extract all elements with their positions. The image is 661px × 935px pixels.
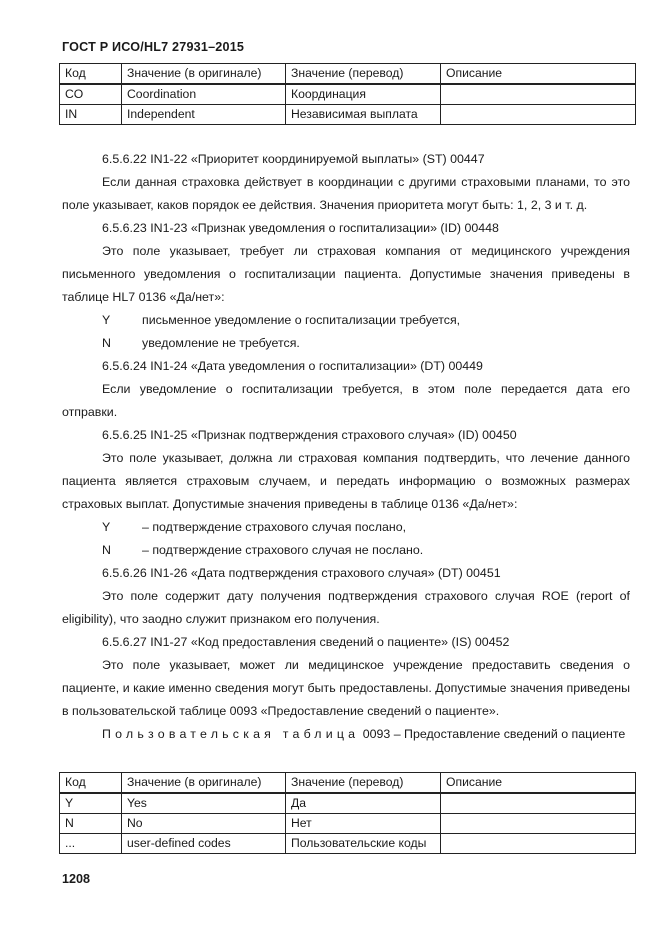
list-item (62, 516, 630, 539)
section-paragraph-s22: Если данная страховка действует в координации с другими страховыми планами, то это поле указывает, каков порядок ее действия. Значения приоритета могут быть: 1, 2, 3 и т. д. (62, 175, 630, 212)
list-item-text: письменное уведомление о госпитализации требуется, (142, 313, 461, 327)
table-cell: N (60, 814, 122, 834)
list-item (62, 309, 630, 332)
section-heading-s27: 6.5.6.27 IN1-27 «Код предоставления сведений о пациенте» (IS) 00452 (102, 635, 510, 649)
table-cell: Coordination (122, 84, 286, 105)
document-body (62, 148, 630, 746)
section-heading-s22: 6.5.6.22 IN1-22 «Приоритет координируемой выплаты» (ST) 00447 (102, 152, 485, 166)
table-cell: Y (60, 793, 122, 814)
list-item (62, 539, 630, 562)
page-number: 1208 (62, 872, 91, 886)
column-header-description: Описание (441, 773, 636, 794)
list-item-key: Y (102, 520, 111, 534)
section-paragraph-s24: Если уведомление о госпитализации требуется, в этом поле передается дата его отправки. (62, 382, 630, 419)
table-cell (441, 834, 636, 854)
table-cell (441, 793, 636, 814)
table-cell: ... (60, 834, 122, 854)
table-caption-label: Пользовательская таблица (102, 727, 360, 741)
column-header-original: Значение (в оригинале) (122, 773, 286, 794)
table-row (60, 793, 636, 814)
section-heading-s26: 6.5.6.26 IN1-26 «Дата подтверждения страхового случая» (DT) 00451 (102, 566, 501, 580)
table-row (60, 84, 636, 105)
table-field-values-2 (59, 772, 636, 854)
column-header-code: Код (60, 773, 122, 794)
column-header-translation: Значение (перевод) (286, 64, 441, 85)
list-item-key: N (102, 336, 111, 350)
table-cell: No (122, 814, 286, 834)
table-cell: CO (60, 84, 122, 105)
section-paragraph-s23: Это поле указывает, требует ли страховая компания от медицинского учреждения письменного уведомления о госпитализации пациента. Допустимые значения приведены в таблице HL7 0136 «Да/нет»: (62, 244, 630, 304)
table-cell: Yes (122, 793, 286, 814)
section-heading-s24: 6.5.6.24 IN1-24 «Дата уведомления о госпитализации» (DT) 00449 (102, 359, 483, 373)
table-header-row (60, 64, 636, 85)
table-row (60, 814, 636, 834)
list-item-text: уведомление не требуется. (142, 336, 300, 350)
column-header-translation: Значение (перевод) (286, 773, 441, 794)
section-paragraph-s26: Это поле содержит дату получения подтверждения страхового случая ROE (report of eligibility), что заодно служит признаком его получения. (62, 589, 630, 626)
list-item-key: N (102, 543, 111, 557)
section-heading-s25: 6.5.6.25 IN1-25 «Признак подтверждения страхового случая» (ID) 00450 (102, 428, 517, 442)
section-heading-s23: 6.5.6.23 IN1-23 «Признак уведомления о госпитализации» (ID) 00448 (102, 221, 499, 235)
table-caption-title: 0093 – Предоставление сведений о пациенте (359, 727, 626, 741)
table-cell: user-defined codes (122, 834, 286, 854)
table-cell (441, 84, 636, 105)
table-header-row (60, 773, 636, 794)
list-item-text: – подтверждение страхового случая не послано. (142, 543, 424, 557)
column-header-description: Описание (441, 64, 636, 85)
list-item-text: – подтверждение страхового случая послано, (142, 520, 407, 534)
table-cell: IN (60, 105, 122, 125)
document-header: ГОСТ Р ИСО/HL7 27931–2015 (62, 40, 245, 54)
table-cell: Координация (286, 84, 441, 105)
section-paragraph-s25: Это поле указывает, должна ли страховая компания подтвердить, что лечение данного пациента является страховым случаем, и передать информацию о возможных размерах страховых выплат. Допустимые значения приведены в таблице 0136 «Да/нет»: (62, 451, 630, 511)
column-header-original: Значение (в оригинале) (122, 64, 286, 85)
table-row (60, 105, 636, 125)
table-cell: Да (286, 793, 441, 814)
table-cell: Нет (286, 814, 441, 834)
table-cell: Независимая выплата (286, 105, 441, 125)
table-cell (441, 105, 636, 125)
list-item (62, 332, 630, 355)
table-cell (441, 814, 636, 834)
list-item-key: Y (102, 313, 111, 327)
table-row (60, 834, 636, 854)
column-header-code: Код (60, 64, 122, 85)
section-paragraph-s27: Это поле указывает, может ли медицинское учреждение предоставить сведения о пациенте, и какие именно сведения могут быть предоставлены. Допустимые значения приведены в пользовательской таблице 0093 «Предоставление сведений о пациенте». (62, 658, 630, 718)
table-caption (62, 723, 630, 746)
table-cell: Independent (122, 105, 286, 125)
table-cell: Пользовательские коды (286, 834, 441, 854)
table-field-values-1 (59, 63, 636, 125)
